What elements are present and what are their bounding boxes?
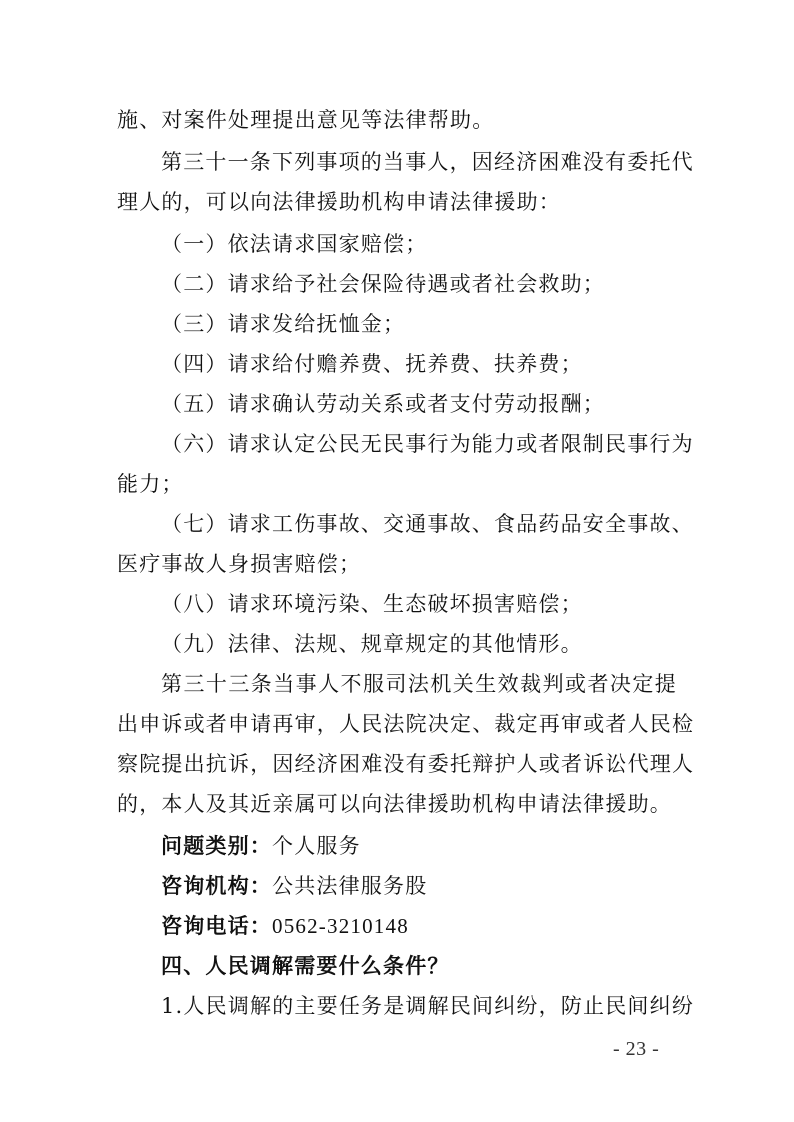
section-first-line: 1.人民调解的主要任务是调解民间纠纷，防止民间纠纷 (161, 994, 695, 1018)
list-item: （三）请求发给抚恤金； (161, 312, 406, 336)
page-number: - 23 - (613, 1038, 660, 1060)
list-item: （六）请求认定公民无民事行为能力或者限制民事行为 (161, 432, 694, 456)
paragraph-line: 施、对案件处理提出意见等法律帮助。 (117, 108, 495, 132)
article-33-first-line: 第三十三条当事人不服司法机关生效裁判或者决定提 (161, 672, 677, 696)
category-row (161, 831, 677, 861)
phone-label: 咨询电话： (161, 914, 272, 938)
agency-label: 咨询机构： (161, 874, 272, 898)
list-item: （二）请求给予社会保险待遇或者社会救助； (161, 272, 605, 296)
paragraph-line: 的，本人及其近亲属可以向法律援助机构申请法律援助。 (117, 792, 672, 816)
list-item: （八）请求环境污染、生态破坏损害赔偿； (161, 592, 583, 616)
section-heading: 四、人民调解需要什么条件？ (161, 954, 450, 978)
agency-row (161, 871, 677, 901)
category-label: 问题类别： (161, 834, 272, 858)
list-item: （七）请求工伤事故、交通事故、食品药品安全事故、 (161, 512, 694, 536)
category-value: 个人服务 (272, 834, 361, 858)
agency-value: 公共法律服务股 (272, 874, 428, 898)
list-item-continuation: 能力； (117, 472, 184, 496)
list-item: （九）法律、法规、规章规定的其他情形。 (161, 632, 583, 656)
list-item-continuation: 医疗事故人身损害赔偿； (117, 552, 362, 576)
paragraph-line: 察院提出抗诉，因经济困难没有委托辩护人或者诉讼代理人 (117, 752, 695, 776)
paragraph-line: 出申诉或者申请再审，人民法院决定、裁定再审或者人民检 (117, 712, 695, 736)
list-item: （四）请求给付赡养费、抚养费、扶养费； (161, 352, 583, 376)
phone-value: 0562-3210148 (272, 914, 409, 938)
list-item: （五）请求确认劳动关系或者支付劳动报酬； (161, 392, 605, 416)
phone-row (161, 911, 677, 941)
article-31-first-line: 第三十一条下列事项的当事人，因经济困难没有委托代 (161, 150, 694, 174)
list-item: （一）依法请求国家赔偿； (161, 232, 428, 256)
paragraph-line: 理人的，可以向法律援助机构申请法律援助： (117, 190, 561, 214)
